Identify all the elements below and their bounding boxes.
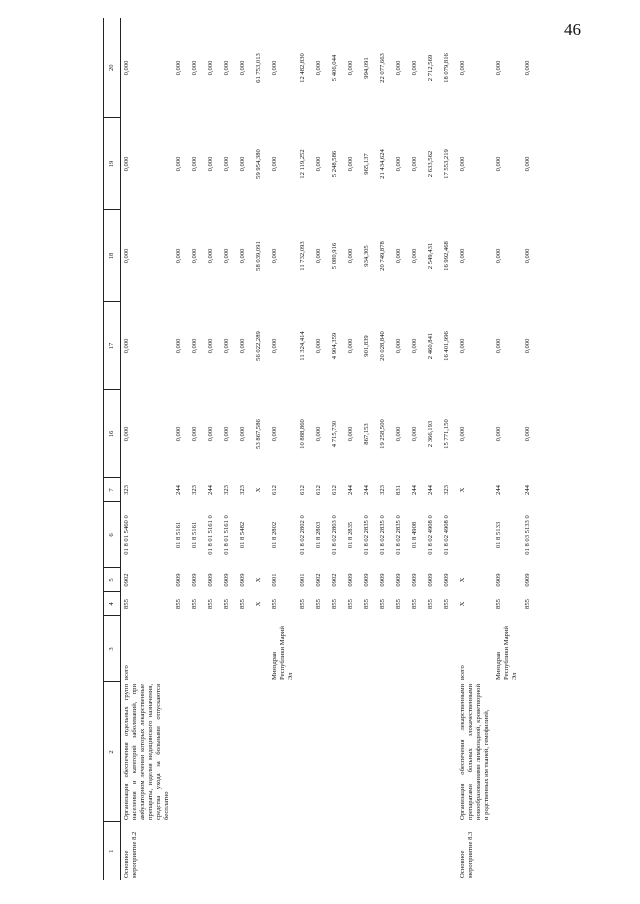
activity-name <box>269 822 297 880</box>
activity-description <box>253 682 269 822</box>
amount-col16: 0,000 <box>191 426 199 442</box>
amount-col18: 0,000 <box>395 248 403 264</box>
code-expense-type: 323 <box>443 485 451 495</box>
amount-col17: 0,000 <box>495 338 503 354</box>
amount-col20: 0,000 <box>347 60 355 76</box>
code-expense-type: 323 <box>239 485 247 495</box>
activity-name <box>297 822 313 880</box>
table-row <box>345 18 361 880</box>
table-row <box>329 18 345 880</box>
page-number: 46 <box>564 20 581 39</box>
amount-col17: 0,000 <box>395 338 403 354</box>
amount-col17: 0,000 <box>523 338 531 354</box>
executor <box>425 616 441 682</box>
amount-col18: 0,000 <box>411 248 419 264</box>
code-expense-type: 244 <box>363 485 371 495</box>
amount-col16: 15 771,150 <box>443 419 451 449</box>
amount-col17: 0,000 <box>239 338 247 354</box>
executor <box>313 616 329 682</box>
code-section: 0909 <box>379 573 387 587</box>
amount-col18: 5 080,916 <box>331 242 339 270</box>
code-grbs: 855 <box>331 599 339 609</box>
table-row <box>441 18 457 880</box>
amount-col18: 0,000 <box>223 248 231 264</box>
code-target-item: 01 8 5161 <box>175 521 183 549</box>
activity-description <box>361 682 377 822</box>
code-target-item <box>457 502 493 568</box>
code-expense-type: 244 <box>427 485 435 495</box>
amount-col18: 0,000 <box>207 248 215 264</box>
column-header: 6 <box>104 502 121 568</box>
code-grbs: 855 <box>363 599 371 609</box>
code-section: 0909 <box>223 573 231 587</box>
amount-col16: 0,000 <box>459 426 467 442</box>
amount-col16: 0,000 <box>523 426 531 442</box>
code-expense-type: 244 <box>347 485 355 495</box>
amount-col18: 16 992,468 <box>443 241 451 271</box>
amount-col19: 21 434,624 <box>379 149 387 179</box>
activity-description <box>493 682 521 822</box>
code-section: X <box>459 577 467 583</box>
amount-col19: 0,000 <box>271 156 279 172</box>
amount-col20: 22 077,663 <box>379 53 387 83</box>
activity-description <box>269 682 297 822</box>
code-expense-type: 244 <box>175 485 183 495</box>
amount-col20: 0,000 <box>523 60 531 76</box>
amount-col16: 0,000 <box>495 426 503 442</box>
amount-col19: 965,137 <box>363 153 371 175</box>
code-grbs: 855 <box>299 599 307 609</box>
code-section: 0909 <box>347 573 355 587</box>
code-grbs: 855 <box>271 599 279 609</box>
code-section: 0909 <box>207 573 215 587</box>
amount-col18: 20 749,878 <box>379 241 387 271</box>
amount-col19: 0,000 <box>175 156 183 172</box>
code-target-item: 01 8 01 5161 0 <box>207 515 215 555</box>
column-header: 16 <box>104 390 121 478</box>
amount-col18: 0,000 <box>495 248 503 264</box>
amount-col16: 53 867,586 <box>255 419 263 449</box>
activity-description <box>221 682 237 822</box>
table-row <box>253 18 269 880</box>
code-grbs: 855 <box>411 599 419 609</box>
executor <box>297 616 313 682</box>
code-target-item: 01 8 02 4908 0 <box>427 515 435 555</box>
table-row <box>522 18 538 880</box>
code-section: 0909 <box>523 573 531 587</box>
code-grbs: 855 <box>347 599 355 609</box>
activity-description <box>345 682 361 822</box>
code-section: 0901 <box>271 573 279 587</box>
amount-col19: 5 248,586 <box>331 150 339 178</box>
activity-description <box>205 682 221 822</box>
table-row <box>493 18 521 880</box>
amount-col18: 11 732,093 <box>299 241 307 271</box>
activity-name: Основное мероприятие 8.2 <box>123 831 139 878</box>
table-row <box>269 18 297 880</box>
table-row <box>361 18 377 880</box>
executor <box>253 616 269 682</box>
code-grbs: 855 <box>239 599 247 609</box>
amount-col16: 0,000 <box>123 426 130 442</box>
activity-description <box>377 682 393 822</box>
amount-col19: 0,000 <box>123 156 130 172</box>
activity-description <box>237 682 253 822</box>
code-expense-type: 323 <box>123 485 130 495</box>
amount-col19: 0,000 <box>347 156 355 172</box>
amount-col20: 61 753,013 <box>255 53 263 83</box>
activity-description <box>189 682 205 822</box>
executor <box>522 616 538 682</box>
amount-col19: 0,000 <box>239 156 247 172</box>
activity-name: Основное мероприятие 8.3 <box>459 831 475 878</box>
amount-col20: 5 406,044 <box>331 54 339 82</box>
code-grbs: 855 <box>395 599 403 609</box>
amount-col17: 56 022,289 <box>255 331 263 361</box>
code-grbs: 855 <box>207 599 215 609</box>
amount-col20: 0,000 <box>223 60 231 76</box>
amount-col17: 0,000 <box>175 338 183 354</box>
activity-name <box>205 822 221 880</box>
table-row <box>189 18 205 880</box>
activity-name <box>253 822 269 880</box>
amount-col20: 0,000 <box>411 60 419 76</box>
code-expense-type: 612 <box>271 485 279 495</box>
amount-col19: 0,000 <box>459 156 467 172</box>
activity-description: Организация обеспечения отдельных групп населения и категорий заболеваний, при амбулаторном лечении которых лекарственные препараты, изделия медицинского назначения, средства ухода за больными отпускаются бесплатно <box>123 684 171 820</box>
executor <box>393 616 409 682</box>
activity-name <box>313 822 329 880</box>
activity-name <box>522 822 538 880</box>
amount-col16: 0,000 <box>315 426 323 442</box>
table-row <box>393 18 409 880</box>
table-row <box>297 18 313 880</box>
column-header: 20 <box>104 18 121 118</box>
code-target-item: 01 8 2802 <box>271 521 279 549</box>
executor <box>441 616 457 682</box>
table-row <box>121 18 174 880</box>
amount-col18: 58 039,091 <box>255 241 263 271</box>
column-number-row <box>104 18 121 880</box>
amount-col17: 0,000 <box>271 338 279 354</box>
amount-col19: 0,000 <box>191 156 199 172</box>
code-section: 0909 <box>443 573 451 587</box>
code-expense-type: 612 <box>315 485 323 495</box>
activity-name <box>237 822 253 880</box>
amount-col20: 2 712,569 <box>427 54 435 82</box>
code-section: 0909 <box>395 573 403 587</box>
amount-col18: 0,000 <box>191 248 199 264</box>
executor <box>409 616 425 682</box>
amount-col16: 0,000 <box>175 426 183 442</box>
table-row <box>409 18 425 880</box>
code-expense-type: 244 <box>523 485 531 495</box>
amount-col20: 0,000 <box>175 60 183 76</box>
amount-col19: 59 954,380 <box>255 149 263 179</box>
amount-col18: 0,000 <box>175 248 183 264</box>
code-expense-type: 323 <box>223 485 231 495</box>
amount-col20: 0,000 <box>459 60 467 76</box>
code-target-item: 01 8 02 4908 0 <box>443 515 451 555</box>
column-header: 2 <box>104 682 121 822</box>
column-header: 4 <box>104 592 121 616</box>
amount-col17: 2 460,841 <box>427 332 435 360</box>
amount-col16: 0,000 <box>207 426 215 442</box>
amount-col16: 0,000 <box>347 426 355 442</box>
executor: всего <box>123 665 130 680</box>
executor: Минздрав Республики Марий Эл <box>271 626 295 680</box>
code-expense-type: X <box>459 487 467 493</box>
code-grbs: 855 <box>223 599 231 609</box>
executor <box>221 616 237 682</box>
executor <box>329 616 345 682</box>
amount-col20: 0,000 <box>395 60 403 76</box>
executor <box>237 616 253 682</box>
amount-col20: 0,000 <box>123 60 130 76</box>
amount-col18: 0,000 <box>123 248 130 264</box>
code-target-item: 01 8 02 2835 0 <box>395 515 403 555</box>
amount-col20: 0,000 <box>191 60 199 76</box>
amount-col17: 0,000 <box>459 338 467 354</box>
activity-description <box>409 682 425 822</box>
code-section: 0902 <box>123 573 130 587</box>
amount-col20: 0,000 <box>271 60 279 76</box>
activity-description <box>425 682 441 822</box>
code-expense-type: 612 <box>299 485 307 495</box>
table-row <box>377 18 393 880</box>
code-expense-type: X <box>255 487 263 493</box>
amount-col17: 4 904,359 <box>331 332 339 360</box>
activity-name <box>409 822 425 880</box>
column-header: 19 <box>104 118 121 210</box>
amount-col19: 0,000 <box>523 156 531 172</box>
amount-col16: 0,000 <box>223 426 231 442</box>
code-section: 0909 <box>239 573 247 587</box>
amount-col16: 0,000 <box>395 426 403 442</box>
code-target-item: 01 8 5133 <box>495 521 503 549</box>
code-section: 0902 <box>331 573 339 587</box>
code-section: 0909 <box>363 573 371 587</box>
code-expense-type: 244 <box>207 485 215 495</box>
table-row <box>313 18 329 880</box>
amount-col20: 18 079,816 <box>443 53 451 83</box>
amount-col18: 0,000 <box>315 248 323 264</box>
amount-col17: 16 401,996 <box>443 331 451 361</box>
code-target-item: 01 8 5161 <box>191 521 199 549</box>
activity-name <box>345 822 361 880</box>
activity-name <box>493 822 521 880</box>
code-grbs: 855 <box>427 599 435 609</box>
code-expense-type: 244 <box>411 485 419 495</box>
amount-col19: 0,000 <box>315 156 323 172</box>
table-row <box>237 18 253 880</box>
code-expense-type: 831 <box>395 485 403 495</box>
rotated-table-area <box>103 18 538 880</box>
amount-col19: 12 119,252 <box>299 149 307 179</box>
amount-col18: 934,305 <box>363 245 371 267</box>
amount-col18: 2 549,431 <box>427 242 435 270</box>
code-expense-type: 612 <box>331 485 339 495</box>
amount-col19: 0,000 <box>395 156 403 172</box>
code-target-item <box>253 502 269 568</box>
amount-col16: 4 715,730 <box>331 420 339 448</box>
activity-description <box>297 682 313 822</box>
amount-col16: 10 888,860 <box>299 419 307 449</box>
amount-col17: 0,000 <box>191 338 199 354</box>
activity-description <box>329 682 345 822</box>
code-grbs: 855 <box>123 599 130 609</box>
activity-name <box>221 822 237 880</box>
amount-col17: 0,000 <box>123 338 130 354</box>
amount-col20: 994,091 <box>363 57 371 79</box>
code-target-item: 01 8 02 2803 0 <box>331 515 339 555</box>
activity-name <box>377 822 393 880</box>
amount-col17: 20 028,840 <box>379 331 387 361</box>
activity-name <box>173 822 189 880</box>
code-target-item: 01 8 2803 <box>315 521 323 549</box>
amount-col17: 0,000 <box>347 338 355 354</box>
code-target-item: 01 8 01 5460 0 <box>123 515 130 555</box>
amount-col20: 0,000 <box>239 60 247 76</box>
code-expense-type: 244 <box>495 485 503 495</box>
activity-name <box>189 822 205 880</box>
executor <box>377 616 393 682</box>
activity-name <box>329 822 345 880</box>
column-header: 7 <box>104 478 121 502</box>
code-grbs: X <box>459 601 467 607</box>
amount-col20: 12 482,830 <box>299 53 307 83</box>
code-section: 0909 <box>411 573 419 587</box>
amount-col16: 0,000 <box>411 426 419 442</box>
executor: Минздрав Республики Марий Эл <box>495 626 519 680</box>
activity-description: Организация обеспечения лекарственными препаратами больных злокачественными новообразованиями лимфоидной, кроветворной и родственных им тканей, гемофилией, <box>459 684 491 820</box>
amount-col17: 0,000 <box>315 338 323 354</box>
column-header: 3 <box>104 616 121 682</box>
code-section: 0901 <box>299 573 307 587</box>
code-target-item: 01 8 02 2835 0 <box>379 515 387 555</box>
amount-col20: 0,000 <box>315 60 323 76</box>
code-grbs: 855 <box>175 599 183 609</box>
code-grbs: 855 <box>379 599 387 609</box>
amount-col19: 0,000 <box>223 156 231 172</box>
table-row <box>425 18 441 880</box>
code-section: 0902 <box>315 573 323 587</box>
code-grbs: X <box>255 601 263 607</box>
activity-name <box>361 822 377 880</box>
budget-table <box>103 18 538 880</box>
executor <box>173 616 189 682</box>
code-section: 0909 <box>175 573 183 587</box>
column-header: 17 <box>104 302 121 390</box>
code-grbs: 855 <box>523 599 531 609</box>
amount-col16: 2 366,193 <box>427 420 435 448</box>
code-target-item: 01 8 4908 <box>411 521 419 549</box>
code-grbs: 855 <box>495 599 503 609</box>
code-target-item: 01 8 03 5133 0 <box>523 515 531 555</box>
amount-col19: 2 633,562 <box>427 150 435 178</box>
code-section: 0909 <box>191 573 199 587</box>
amount-col16: 867,153 <box>363 423 371 445</box>
code-expense-type: 323 <box>191 485 199 495</box>
executor <box>345 616 361 682</box>
amount-col17: 0,000 <box>207 338 215 354</box>
amount-col19: 0,000 <box>207 156 215 172</box>
amount-col16: 19 258,500 <box>379 419 387 449</box>
amount-col20: 0,000 <box>207 60 215 76</box>
activity-name <box>441 822 457 880</box>
column-header: 18 <box>104 210 121 302</box>
amount-col18: 0,000 <box>271 248 279 264</box>
amount-col17: 0,000 <box>411 338 419 354</box>
executor: всего <box>459 665 467 680</box>
amount-col19: 0,000 <box>495 156 503 172</box>
code-section: X <box>255 577 263 583</box>
code-section: 0909 <box>495 573 503 587</box>
code-target-item: 01 8 01 5161 0 <box>223 515 231 555</box>
executor <box>205 616 221 682</box>
column-header: 1 <box>104 822 121 880</box>
code-grbs: 855 <box>443 599 451 609</box>
table-row <box>173 18 189 880</box>
table-row <box>205 18 221 880</box>
executor <box>361 616 377 682</box>
code-grbs: 855 <box>315 599 323 609</box>
code-target-item: 01 8 5482 <box>239 521 247 549</box>
code-target-item: 01 8 02 2835 0 <box>363 515 371 555</box>
amount-col16: 0,000 <box>271 426 279 442</box>
activity-description <box>313 682 329 822</box>
executor <box>189 616 205 682</box>
amount-col19: 0,000 <box>411 156 419 172</box>
activity-name <box>393 822 409 880</box>
code-grbs: 855 <box>191 599 199 609</box>
code-section: 0909 <box>427 573 435 587</box>
amount-col17: 0,000 <box>223 338 231 354</box>
amount-col18: 0,000 <box>347 248 355 264</box>
amount-col17: 901,839 <box>363 335 371 357</box>
amount-col20: 0,000 <box>495 60 503 76</box>
code-target-item: 01 8 02 2802 0 <box>299 515 307 555</box>
activity-description <box>393 682 409 822</box>
amount-col18: 0,000 <box>459 248 467 264</box>
activity-description <box>441 682 457 822</box>
amount-col18: 0,000 <box>523 248 531 264</box>
activity-description <box>522 682 538 822</box>
amount-col18: 0,000 <box>239 248 247 264</box>
amount-col16: 0,000 <box>239 426 247 442</box>
amount-col17: 11 324,414 <box>299 331 307 361</box>
code-target-item: 01 8 2835 <box>347 521 355 549</box>
amount-col19: 17 553,219 <box>443 149 451 179</box>
activity-name <box>425 822 441 880</box>
column-header: 5 <box>104 568 121 592</box>
table-row <box>221 18 237 880</box>
code-expense-type: 323 <box>379 485 387 495</box>
table-row <box>457 18 493 880</box>
activity-description <box>173 682 189 822</box>
